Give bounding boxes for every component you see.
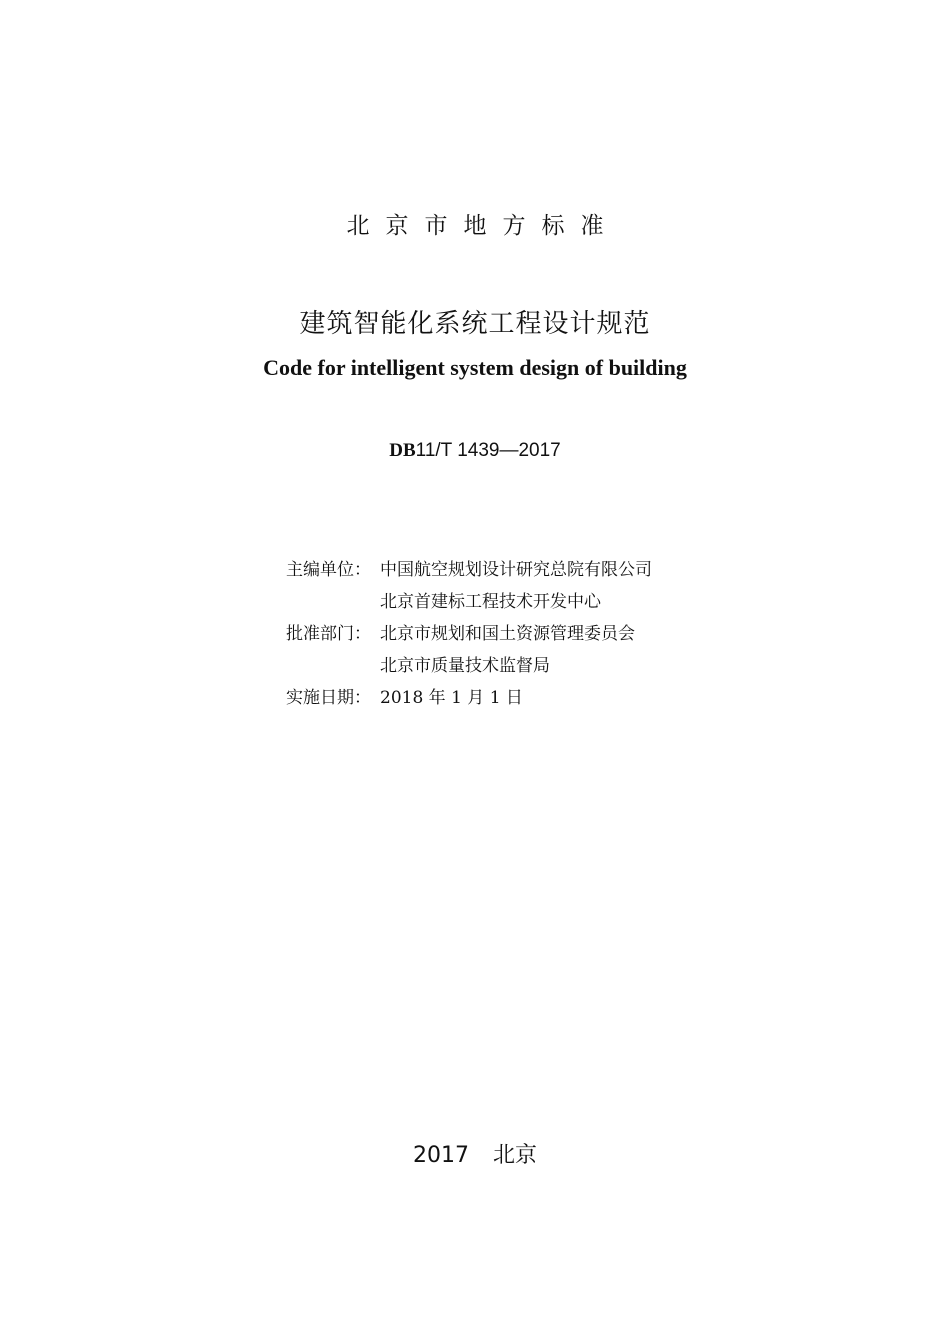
- standard-category: 北京市地方标准: [346, 213, 620, 239]
- standard-code: [0, 440, 950, 462]
- editor-item: 北京首建标工程技术开发中心: [380, 592, 601, 612]
- publication-city: 北京: [492, 1143, 537, 1168]
- approver-item: 北京市质量技术监督局: [380, 656, 550, 676]
- title-chinese: 建筑智能化系统工程设计规范: [299, 309, 651, 339]
- editors-row: [286, 554, 706, 618]
- editor-item: 中国航空规划设计研究总院有限公司: [380, 560, 652, 580]
- effective-date-label: 实施日期：: [286, 688, 371, 708]
- effective-date-value-wrap: [380, 682, 523, 714]
- effective-date-value: 2018 年 1 月 1 日: [380, 688, 523, 708]
- approvers-list: [380, 618, 635, 682]
- title-english: Code for intelligent system design of building: [263, 355, 687, 380]
- publication-year: 2017: [412, 1143, 469, 1168]
- editors-label: 主编单位：: [286, 560, 371, 580]
- approver-item: 北京市规划和国土资源管理委员会: [380, 624, 635, 644]
- publication-info: [286, 554, 706, 714]
- editors-list: [380, 554, 652, 618]
- standard-code-number: 11/T 1439—2017: [415, 440, 561, 461]
- approvers-label: 批准部门：: [286, 624, 371, 644]
- effective-date-row: [286, 682, 706, 714]
- approvers-row: [286, 618, 706, 682]
- standard-code-prefix: DB: [389, 440, 416, 461]
- footer: [0, 1138, 950, 1169]
